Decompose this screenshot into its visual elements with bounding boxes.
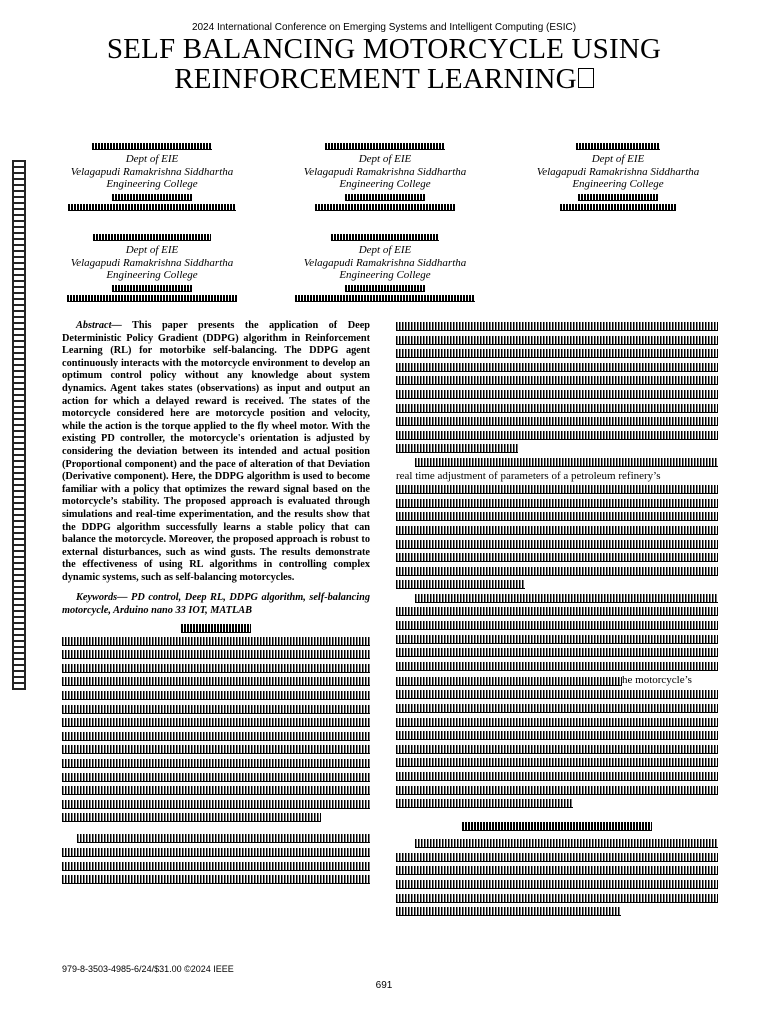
- author-college: Engineering College: [339, 178, 431, 190]
- left-column: [62, 320, 370, 889]
- author-college: Velagapudi Ramakrishna Siddhartha: [70, 256, 234, 269]
- conference-header: 2024 International Conference on Emerging Systems and Intelligent Computing (ESIC): [191, 22, 577, 33]
- author-block-5: [285, 231, 485, 305]
- author-location-garbled: [578, 194, 658, 201]
- author-name-garbled: [92, 143, 212, 150]
- author-name-garbled: [93, 234, 211, 241]
- footer-isbn: 979-8-3503-4985-6/24/$31.00 ©2024 IEEE: [62, 964, 234, 974]
- author-college: Velagapudi Ramakrishna Siddhartha: [70, 165, 234, 178]
- author-name-garbled: [576, 143, 660, 150]
- title-line-2: [60, 64, 708, 94]
- introduction-paragraph: [62, 637, 370, 823]
- keywords-label: Keywords—: [76, 592, 128, 604]
- abstract-label: Abstract—: [76, 320, 122, 331]
- author-block-3: [518, 140, 718, 214]
- title-line-1: SELF BALANCING MOTORCYCLE USING: [106, 33, 662, 65]
- right-text-fragment: real time adjustment of parameters of a petroleum refinery’s: [396, 469, 661, 482]
- author-name-garbled: [325, 143, 445, 150]
- right-paragraph-2: [396, 458, 718, 589]
- author-college: Velagapudi Ramakrishna Siddhartha: [536, 165, 700, 178]
- author-college: Engineering College: [106, 269, 198, 281]
- section-heading-2: [462, 822, 652, 831]
- author-dept: Dept of EIE: [591, 153, 645, 165]
- paper-title: [60, 34, 708, 94]
- author-dept: Dept of EIE: [125, 244, 179, 256]
- author-location-garbled: [345, 285, 425, 292]
- author-name-garbled: [331, 234, 439, 241]
- author-block-2: [285, 140, 485, 214]
- author-location-garbled: [112, 194, 192, 201]
- author-location-garbled: [112, 285, 192, 292]
- author-email-garbled: [68, 204, 236, 211]
- author-block-4: [52, 231, 252, 305]
- introduction-paragraph-2: [62, 834, 370, 884]
- page-number: 691: [375, 980, 393, 991]
- right-column: [396, 322, 718, 921]
- author-college: Velagapudi Ramakrishna Siddhartha: [303, 256, 467, 269]
- side-margin-stamp: [12, 160, 26, 690]
- abstract: [62, 320, 370, 584]
- keywords-body: PD control, Deep RL, DDPG algorithm, self-balancing motorcycle, Arduino nano 33 IOT, MATLAB: [62, 592, 370, 617]
- right-mixed-line: [396, 675, 718, 686]
- right-paragraph-3: [396, 594, 718, 808]
- right-paragraph-4: [396, 839, 718, 916]
- right-text-fragment-2: he motorcycle’s: [622, 674, 692, 687]
- title-line-2-text: REINFORCEMENT LEARNING: [174, 63, 577, 95]
- author-college: Engineering College: [339, 269, 431, 281]
- author-college: Engineering College: [106, 178, 198, 190]
- keywords: [62, 592, 370, 617]
- right-paragraph-1: [396, 322, 718, 453]
- author-block-1: [52, 140, 252, 214]
- author-dept: Dept of EIE: [125, 153, 179, 165]
- author-location-garbled: [345, 194, 425, 201]
- author-email-garbled: [67, 295, 237, 302]
- author-college: Engineering College: [572, 178, 664, 190]
- abstract-body: This paper presents the application of Deep Deterministic Policy Gradient (DDPG) algorithm in Reinforcement Learning (RL) for motorbike self-balancing. The DDPG agent continuously interacts with the motorcycle environment to develop an optimum control policy without any knowledge about system dynamics. Agent takes states (observations) as input and output an action for which a delayed reward is received. The states of the motorcycle considered here are motorcycle position and velocity, while the action is the torque applied to the fly wheel motor. With the existing PD controller, the motorcycle's orientation is adjusted by considering the deviation between its intended and actual position (Proportional component) and the pace of alteration of that Deviation (Derivative component). Here, the DDPG algorithm is used to become familiar with a policy that optimizes the reward signal based on the motorcycle’s stability. The proposed approach is evaluated through simulations and real-time experimentation, and the results show that the DDPG algorithm successfully learns a stable policy that can balance the motorcycle. Moreover, the proposed approach is robust to external disturbances, such as wind gusts. The results demonstrate the effectiveness of using RL algorithms in controlling complex dynamic systems, such as self-balancing motorcycles.: [62, 320, 370, 583]
- author-email-garbled: [295, 295, 475, 302]
- author-email-garbled: [560, 204, 676, 211]
- author-email-garbled: [315, 204, 455, 211]
- author-dept: Dept of EIE: [358, 244, 412, 256]
- author-college: Velagapudi Ramakrishna Siddhartha: [303, 165, 467, 178]
- author-dept: Dept of EIE: [358, 153, 412, 165]
- missing-glyph-icon: [578, 68, 594, 88]
- section-heading-introduction: [181, 624, 251, 633]
